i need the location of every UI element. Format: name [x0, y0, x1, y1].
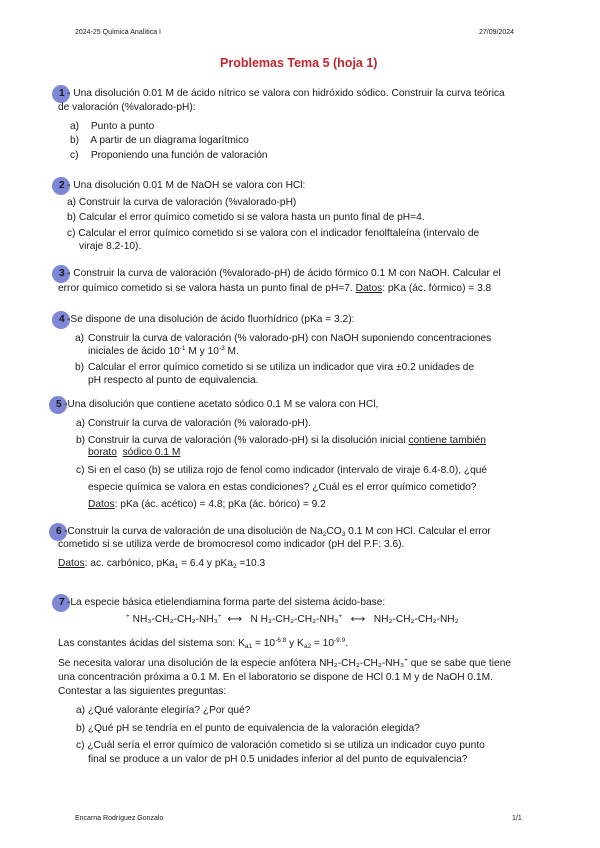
problem-2-item-c: c) Calcular el error químico cometido si se valora con el indicador fenolftaleína (intervalo de: [67, 228, 480, 239]
problem-7-number: 7: [59, 597, 65, 608]
problem-4-item-a: Construir la curva de valoración (% valorado-pH) con NaOH suponiendo concentraciones: [88, 333, 492, 344]
problem-5-text: -Una disolución que contiene acetato sódico 0.1 M se valora con HCl,: [64, 399, 379, 410]
problem-6-number: 6: [56, 526, 62, 537]
problem-7-constants: Las constantes ácidas del sistema son: $K_{a1} = 10^{-6.8}$ y $K_{a2} = 10^{-9.9}$.: [58, 637, 349, 650]
problem-4-item-b-cont: pH respecto al punto de equivalencia.: [88, 375, 259, 386]
problem-1-item-a: a) Punto a punto: [70, 121, 155, 132]
footer-author: Encarna Rodríguez Gonzalo: [75, 815, 164, 822]
problem-4-number: 4: [59, 314, 65, 325]
problem-7-item-c-cont: final se produce a un valor de pH 0.5 unidades inferior al del punto de equivalencia?: [88, 754, 468, 765]
problem-4-item-a-cont: iniciales de ácido $10^{-1}$ M y $10^{-3}$ M.: [88, 345, 239, 357]
problem-6-text: -Construir la curva de valoración de una disolución de $Na_2CO_3$ 0.1 M con HCl. Calcular el error: [64, 526, 491, 538]
header-course: 2024-25 Química Analítica I: [75, 29, 161, 36]
problem-2-item-b: b) Calcular el error químico cometido si se valora hasta un punto final de pH=4.: [67, 212, 425, 223]
problem-7-item-c: c) ¿Cuál sería el error químico de valoración cometido si se utiliza un indicador cuyo punto: [76, 740, 485, 751]
problem-1-item-b: b) A partir de un diagrama logarítmico: [70, 135, 249, 146]
problem-5-number: 5: [56, 399, 62, 410]
problem-2-text: - Una disolución 0.01 M de NaOH se valora con HCl:: [67, 180, 306, 191]
problem-4-item-a-label: a): [75, 333, 85, 344]
problem-4-item-b-label: b): [75, 362, 85, 373]
problem-3-number: 3: [59, 268, 65, 279]
problem-5-item-b-cont: borato sódico 0.1 M: [88, 447, 181, 458]
problem-6-datos: Datos: ac. carbónico, pKa$_1$ = 6.4 y pKa$_2$ =10.3: [58, 558, 266, 570]
problem-6-text-cont: cometido si se utiliza verde de bromocresol como indicador (pH del P.F: 3.6).: [58, 539, 405, 550]
problem-2-item-c-cont: viraje 8.2-10).: [79, 241, 142, 252]
problem-5-item-b: b) Construir la curva de valoración (% valorado-pH) si la disolución inicial contiene también: [76, 435, 486, 446]
problem-1-text-cont: de valoración (%valorado-pH):: [58, 102, 196, 113]
problem-2-number: 2: [59, 180, 65, 191]
problem-7-item-a: a) ¿Qué valorante elegiría? ¿Por qué?: [76, 705, 251, 716]
problem-5-item-a: a) Construir la curva de valoración (% valorado-pH).: [76, 418, 311, 429]
problem-4-text: -Se dispone de una disolución de ácido fluorhídrico (pKa = 3.2):: [67, 314, 355, 325]
problem-4-item-b: Calcular el error químico cometido si se utiliza un indicador que vira ±0.2 unidades de: [88, 362, 475, 373]
problem-1-number: 1: [59, 88, 65, 99]
problem-5-datos: Datos: pKa (ác. acético) = 4.8; pKa (ác. bórico) = 9.2: [88, 499, 326, 510]
problem-3-text-cont: error químico cometido si se valora hasta un punto final de pH=7. Datos: pKa (ác. fórmico) = 3.8: [58, 283, 492, 294]
problem-7-text: -La especie básica etielendiamina forma parte del sistema ácido-base:: [67, 597, 386, 608]
problem-5-item-c: c) Si en el caso (b) se utiliza rojo de fenol como indicador (intervalo de viraje 6.4-8.0), ¿qué: [76, 465, 488, 476]
problem-7-statement-3: Contestar a las siguientes preguntas:: [58, 686, 227, 697]
problem-1-item-c: c) Proponiendo una función de valoración: [70, 150, 268, 161]
problem-7-statement: Se necesita valorar una disolución de la especie anfótera NH₂-CH₂-CH₂-NH₃+ que se sabe que tiene: [58, 657, 512, 669]
problem-7-item-b: b) ¿Qué pH se tendría en el punto de equivalencia de la valoración elegida?: [76, 723, 420, 734]
problem-3-text: - Construir la curva de valoración (%valorado-pH) de ácido fórmico 0.1 M con NaOH. Calcular el: [67, 268, 501, 279]
problem-7-equilibrium: + NH₃-CH₂-CH₂-NH₃+ ⟷ N H₂-CH₂-CH₂-NH₃+ ⟷ NH₂-CH₂-CH₂-NH₂: [126, 613, 459, 625]
problem-7-statement-2: una concentración próxima a 0.1 M. En el laboratorio se dispone de HCl 0.1 M y de NaOH 0.1M.: [58, 672, 493, 683]
footer-page-number: 1/1: [512, 815, 522, 822]
problem-1-text: - Una disolución 0.01 M de ácido nítrico se valora con hidróxido sódico. Construir la curva teórica: [67, 88, 505, 99]
header-date: 27/09/2024: [479, 29, 515, 36]
page-title: Problemas Tema 5 (hoja 1): [220, 56, 378, 70]
problem-2-item-a: a) Construir la curva de valoración (%valorado-pH): [67, 197, 297, 208]
problem-5-item-c-cont: especie química se valora en estas condiciones? ¿Cuál es el error químico cometido?: [88, 482, 477, 493]
